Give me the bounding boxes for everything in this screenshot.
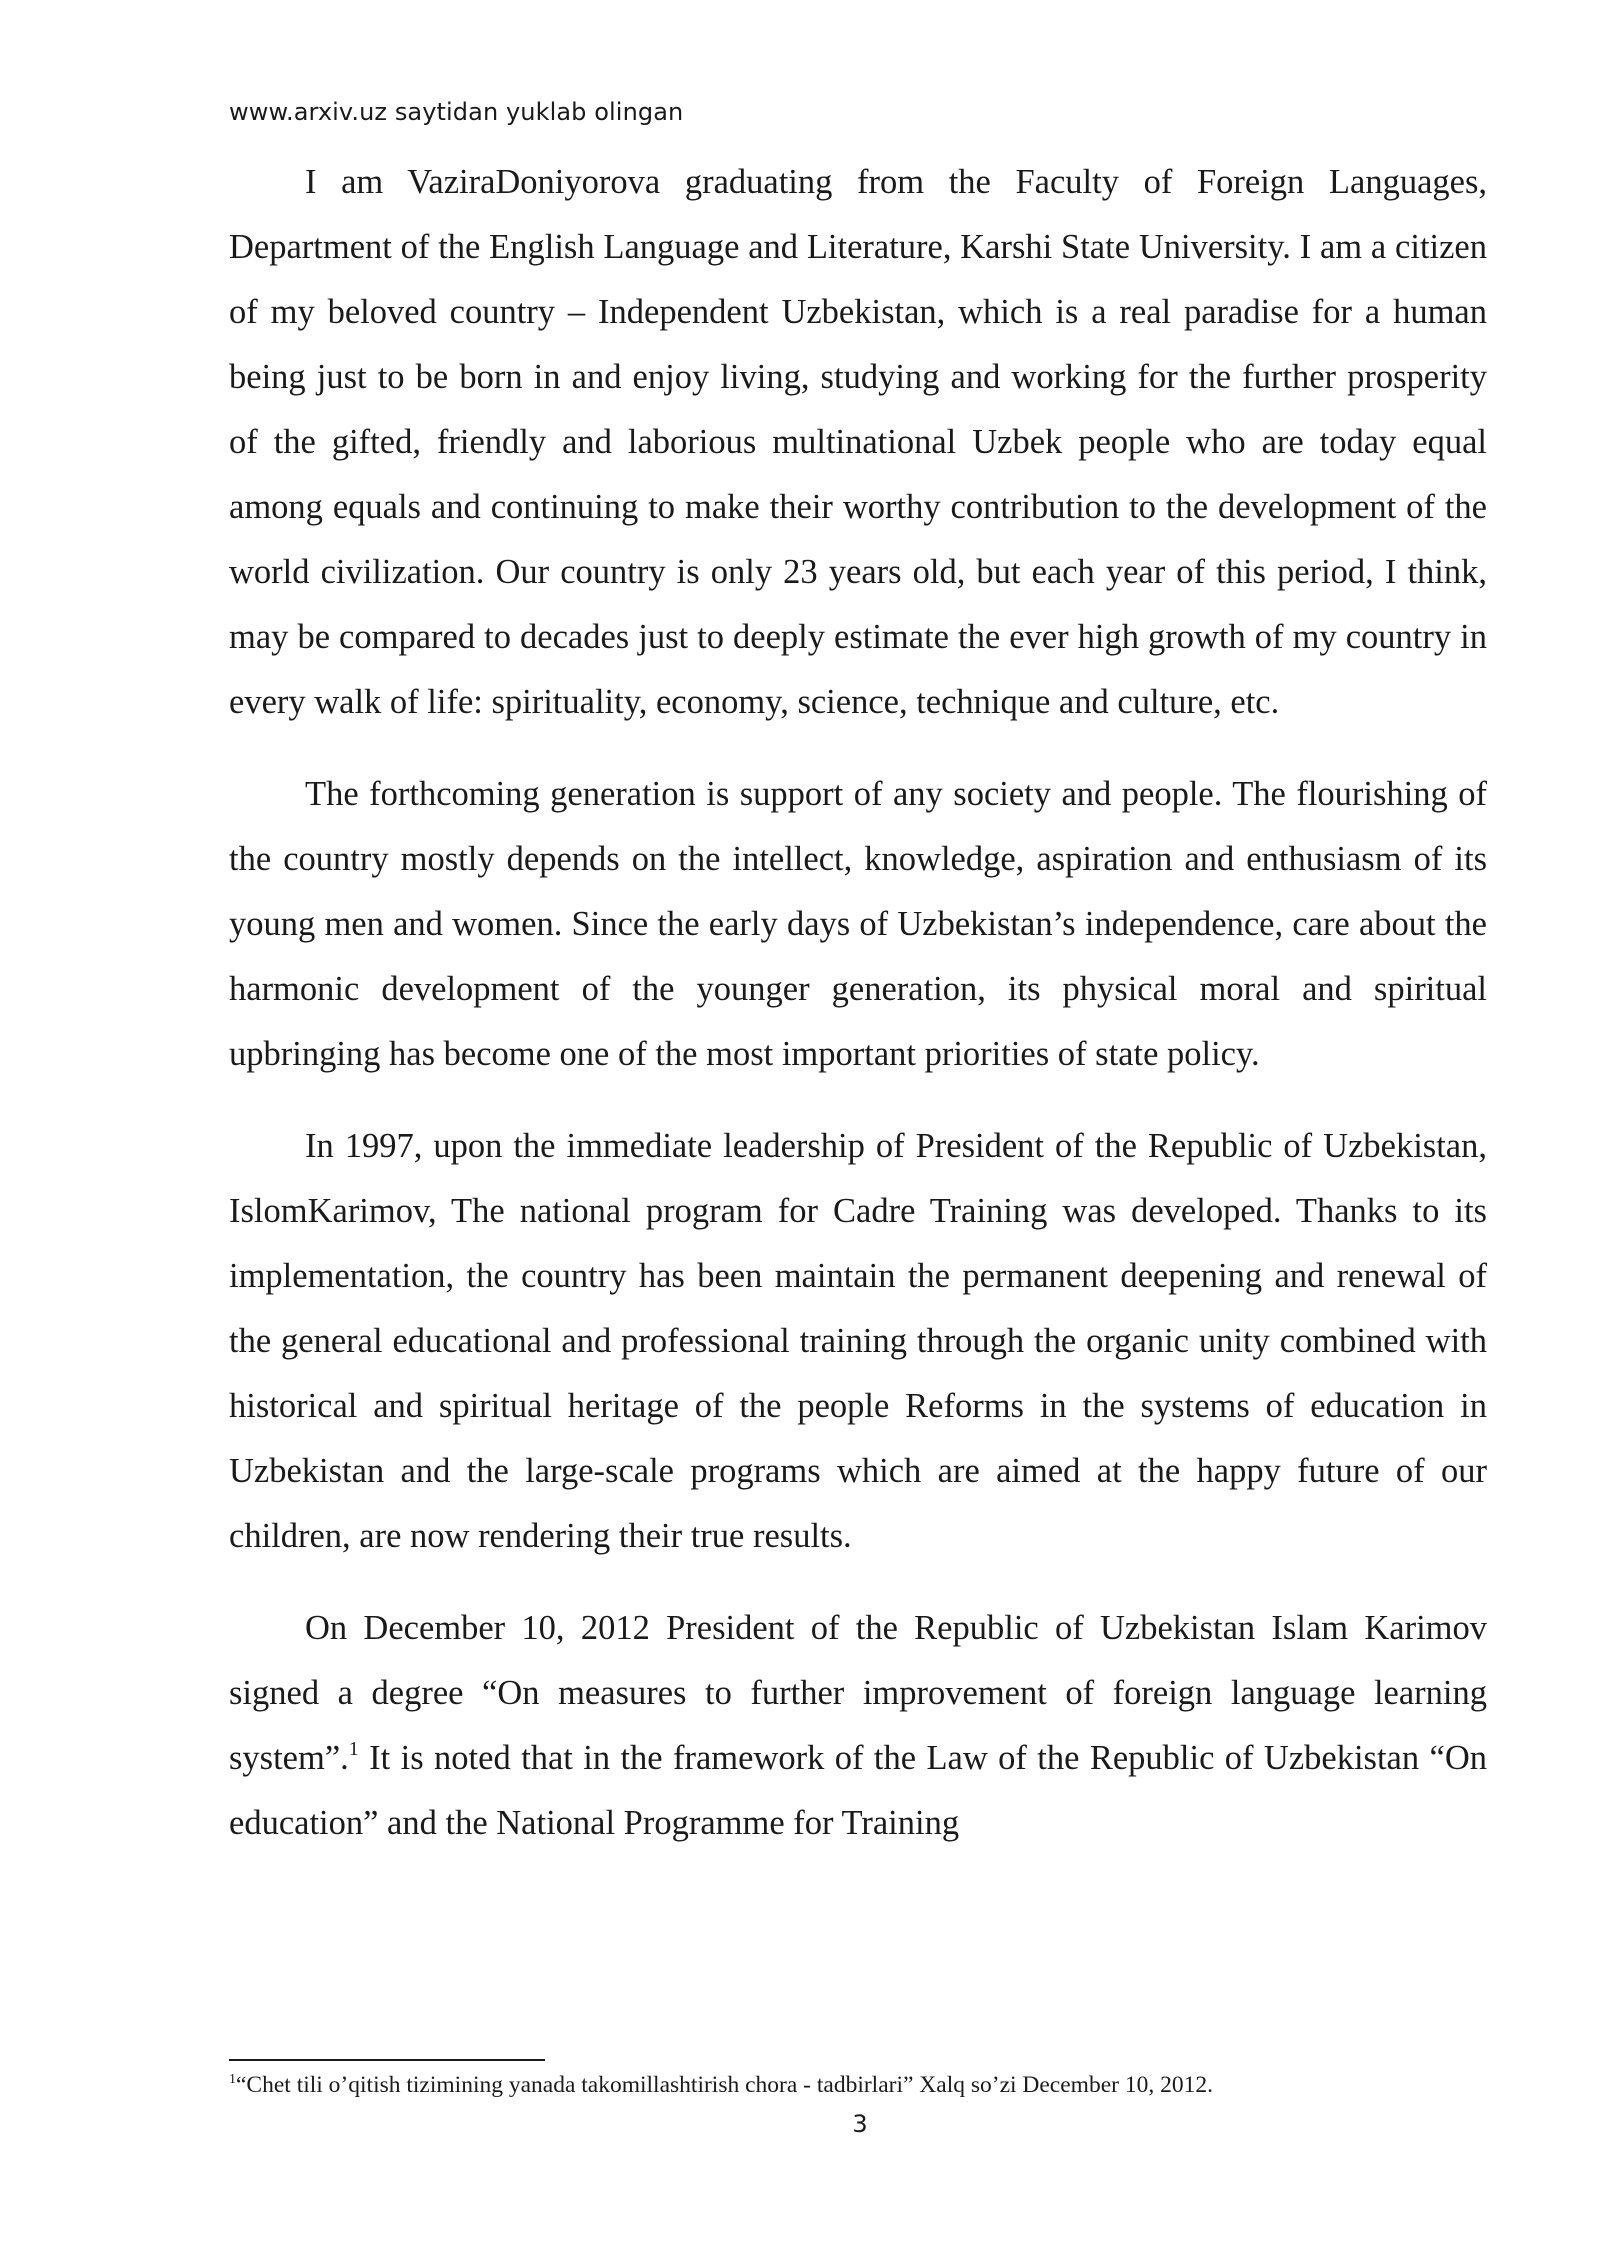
body-text [229,150,1487,1856]
page-number: 3 [852,2110,868,2138]
footnote-separator [229,2059,545,2061]
footnote-reference[interactable]: 1 [348,1738,359,1760]
source-header: www.arxiv.uz saytidan yuklab olingan [229,98,684,126]
footnote-text: “Chet tili o’qitish tizimining yanada takomillashtirish chora - tadbirlari” Xalq so’zi December 10, 2012. [236,2072,1213,2098]
paragraph-4-text-end: It is noted that in the framework of the Law of the Republic of Uzbekistan “On education” and the National Programme for Training [229,1739,1487,1842]
footnote [229,2072,1213,2099]
footnote-mark: 1 [229,2072,236,2087]
paragraph-2: The forthcoming generation is support of any society and people. The flourishing of the country mostly depends on the intellect, knowledge, aspiration and enthusiasm of its young men and women. Since the early days of Uzbekistan’s independence, care about the harmonic development of the younger generation, its physical moral and spiritual upbringing has become one of the most important priorities of state policy. [229,775,1487,1073]
paragraph-3: In 1997, upon the immediate leadership of President of the Republic of Uzbekistan, IslomKarimov, The national program for Cadre Training was developed. Thanks to its implementation, the country has been maintain the permanent deepening and renewal of the general educational and professional training through the organic unity combined with historical and spiritual heritage of the people Reforms in the systems of education in Uzbekistan and the large-scale programs which are aimed at the happy future of our children, are now rendering their true results. [229,1127,1487,1555]
paragraph-4-text-start: On December 10, 2012 President of the Republic of Uzbekistan Islam Karimov signed a degree “On measures to further improvement of foreign language learning system”. [229,1609,1487,1777]
paragraph-1: I am VaziraDoniyorova graduating from the Faculty of Foreign Languages, Department of the English Language and Literature, Karshi State University. I am a citizen of my beloved country – Independent Uzbekistan, which is a real paradise for a human being just to be born in and enjoy living, studying and working for the further prosperity of the gifted, friendly and laborious multinational Uzbek people who are today equal among equals and continuing to make their worthy contribution to the development of the world civilization. Our country is only 23 years old, but each year of this period, I think, may be compared to decades just to deeply estimate the ever high growth of my country in every walk of life: spirituality, economy, science, technique and culture, etc. [229,163,1487,721]
paragraph-4 [229,1596,1487,1856]
